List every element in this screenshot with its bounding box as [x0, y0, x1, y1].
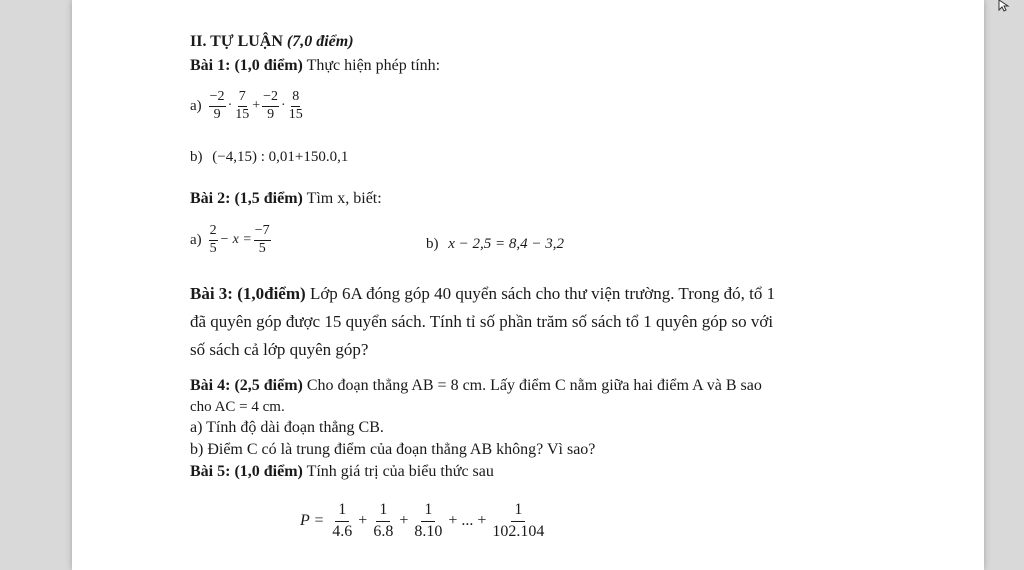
fraction: $\frac{-2}{9}$ [209, 89, 225, 122]
bai2-b-expression: x − 2,5 = 8,4 − 3,2 [448, 236, 565, 252]
fraction: $\frac{1}{6.8}$ [373, 501, 394, 540]
fraction: $\frac{1}{102.104}$ [492, 501, 545, 540]
bai2-part-a: a) $\frac{2}{5}$ − x = $\frac{-7}{5}$ [190, 223, 270, 256]
bai3-line-3: số sách cả lớp quyên góp? [190, 340, 369, 359]
fraction: $\frac{-2}{9}$ [263, 89, 279, 122]
bai2-instruction: Tìm x, biết: [302, 190, 382, 207]
bai3-line-1: Bài 3: (1,0điểm) Lớp 6A đóng góp 40 quyển sách cho thư viện trường. Trong đó, tổ 1 [190, 284, 776, 303]
document-page [72, 0, 984, 570]
bai3-label: Bài 3: (1,0điểm) [190, 284, 306, 303]
bai1-part-b [190, 149, 348, 166]
bai1-label: Bài 1: (1,0 điểm) [190, 57, 303, 74]
bai5-heading [190, 463, 494, 481]
bai2-label: Bài 2: (1,5 điểm) [190, 190, 303, 207]
bai2-b-label: b) [426, 236, 439, 252]
bai4-label: Bài 4: (2,5 điểm) [190, 377, 303, 394]
bai3-line-2: đã quyên góp được 15 quyển sách. Tính tỉ số phần trăm số sách tổ 1 quyên góp so với [190, 312, 774, 331]
fraction: $\frac{8}{15}$ [288, 89, 303, 122]
bai2-a-label: a) [190, 231, 202, 248]
fraction: $\frac{2}{5}$ [209, 223, 217, 256]
fraction: $\frac{1}{4.6}$ [332, 501, 353, 540]
fraction: $\frac{1}{8.10}$ [414, 501, 443, 540]
bai1-b-label: b) [190, 149, 203, 165]
section-points: (7,0 điểm) [286, 33, 354, 50]
bai4-line-2: cho AC = 4 cm. [190, 399, 285, 415]
bai1-instruction: Thực hiện phép tính: [302, 57, 441, 74]
bai4-part-a: a) Tính độ dài đoạn thẳng CB. [190, 419, 384, 436]
bai1-heading [190, 57, 440, 75]
bai1-b-expression: (−4,15) : 0,01+150.0,1 [212, 149, 349, 165]
bai4-line-1: Bài 4: (2,5 điểm) Cho đoạn thẳng AB = 8 cm. Lấy điểm C nằm giữa hai điểm A và B sao [190, 377, 762, 394]
fraction: $\frac{-7}{5}$ [254, 223, 270, 256]
bai1-a-label: a) [190, 97, 202, 114]
section-heading [190, 33, 354, 51]
bai2-heading [190, 190, 382, 208]
bai4-part-b: b) Điểm C có là trung điểm của đoạn thẳng AB không? Vì sao? [190, 441, 596, 458]
mouse-cursor-icon [998, 0, 1010, 12]
bai1-part-a: a) $\frac{-2}{9}$ · $\frac{7}{15}$ + $\frac{-2}{9}$ · $\frac{8}{15}$ [190, 89, 303, 122]
bai5-label: Bài 5: (1,0 điểm) [190, 463, 303, 480]
bai5-expression: P = $\frac{1}{4.6}$ + $\frac{1}{6.8}$ + $\frac{1}{8.10}$ + ... + $\frac{1}{102.104}$ [300, 502, 549, 541]
bai2-part-b [426, 236, 564, 253]
section-title: II. TỰ LUẬN [190, 33, 287, 50]
bai5-instruction: Tính giá trị của biểu thức sau [302, 463, 494, 480]
fraction: $\frac{7}{15}$ [235, 89, 250, 122]
